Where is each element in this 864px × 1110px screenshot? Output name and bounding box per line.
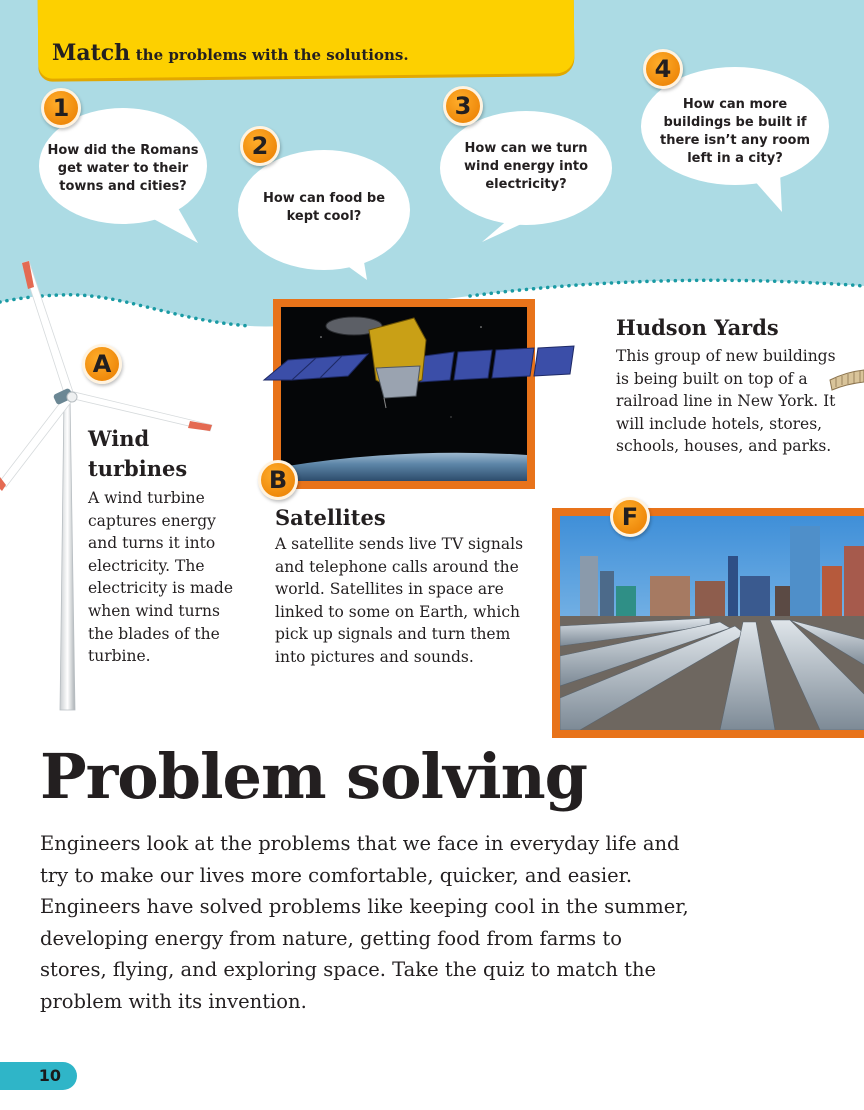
question-bubble-2 [237, 148, 411, 278]
question-text-3: How can we turn wind energy into electricity? [463, 141, 588, 192]
page-number: 10 [0, 1062, 77, 1090]
badge-label: B [268, 466, 288, 494]
badge-label: 2 [251, 132, 269, 160]
instruction-text [52, 40, 409, 66]
solution-badge-a [82, 344, 122, 384]
rail-yard-photo [560, 516, 864, 730]
solution-title-a: Wind turbines [88, 426, 188, 481]
solution-badge-f [610, 497, 650, 537]
solution-body-f: This group of new buildings is being built on top of a railroad line in New York. It will include hotels, stores, schools, houses, and parks. [616, 347, 836, 456]
question-bubble-4 [640, 66, 830, 216]
rail-yard-photo-frame [552, 508, 864, 738]
satellite-image [244, 310, 578, 420]
instruction-bold: Match [52, 40, 131, 66]
question-number-badge-3 [443, 86, 483, 126]
question-bubble-3 [440, 108, 612, 244]
solution-badge-b [258, 460, 298, 500]
question-text-1: How did the Romans get water to their towns and cities? [47, 143, 199, 194]
badge-label: A [92, 350, 112, 378]
badge-label: 4 [654, 55, 672, 83]
city-rail-scene [560, 516, 864, 730]
question-text-4: How can more buildings be built if there isn’t any room left in a city? [659, 97, 810, 166]
solution-title-f: Hudson Yards [616, 315, 779, 340]
badge-label: 1 [52, 94, 70, 122]
question-number-badge-4 [643, 49, 683, 89]
solution-body-b: A satellite sends live TV signals and telephone calls around the world. Satellites in space are linked to some on Earth, which pick up signals and turn them into pictures and sounds. [275, 535, 524, 666]
badge-label: F [621, 503, 639, 531]
badge-label: 3 [454, 92, 472, 120]
intro-paragraph: Engineers look at the problems that we face in everyday life and try to make our lives more comfortable, quicker, and easier. Engineers have solved problems like keeping cool in the summer, developing energy from nature, getting food from farms to stores, flying, and exploring space. Take the quiz to match the problem with its invention. [40, 832, 689, 1013]
question-number-badge-2 [240, 126, 280, 166]
solution-title-b: Satellites [275, 505, 386, 530]
question-number-badge-1 [41, 88, 81, 128]
aqueduct-fragment-image [828, 368, 864, 392]
page-title: Problem solving [40, 740, 587, 813]
solution-body-a: A wind turbine captures energy and turns it into electricity. The electricity is made when wind turns the blades of the turbine. [88, 489, 234, 666]
question-text-2: How can food be kept cool? [262, 191, 386, 224]
instruction-rest: the problems with the solutions. [135, 46, 409, 64]
